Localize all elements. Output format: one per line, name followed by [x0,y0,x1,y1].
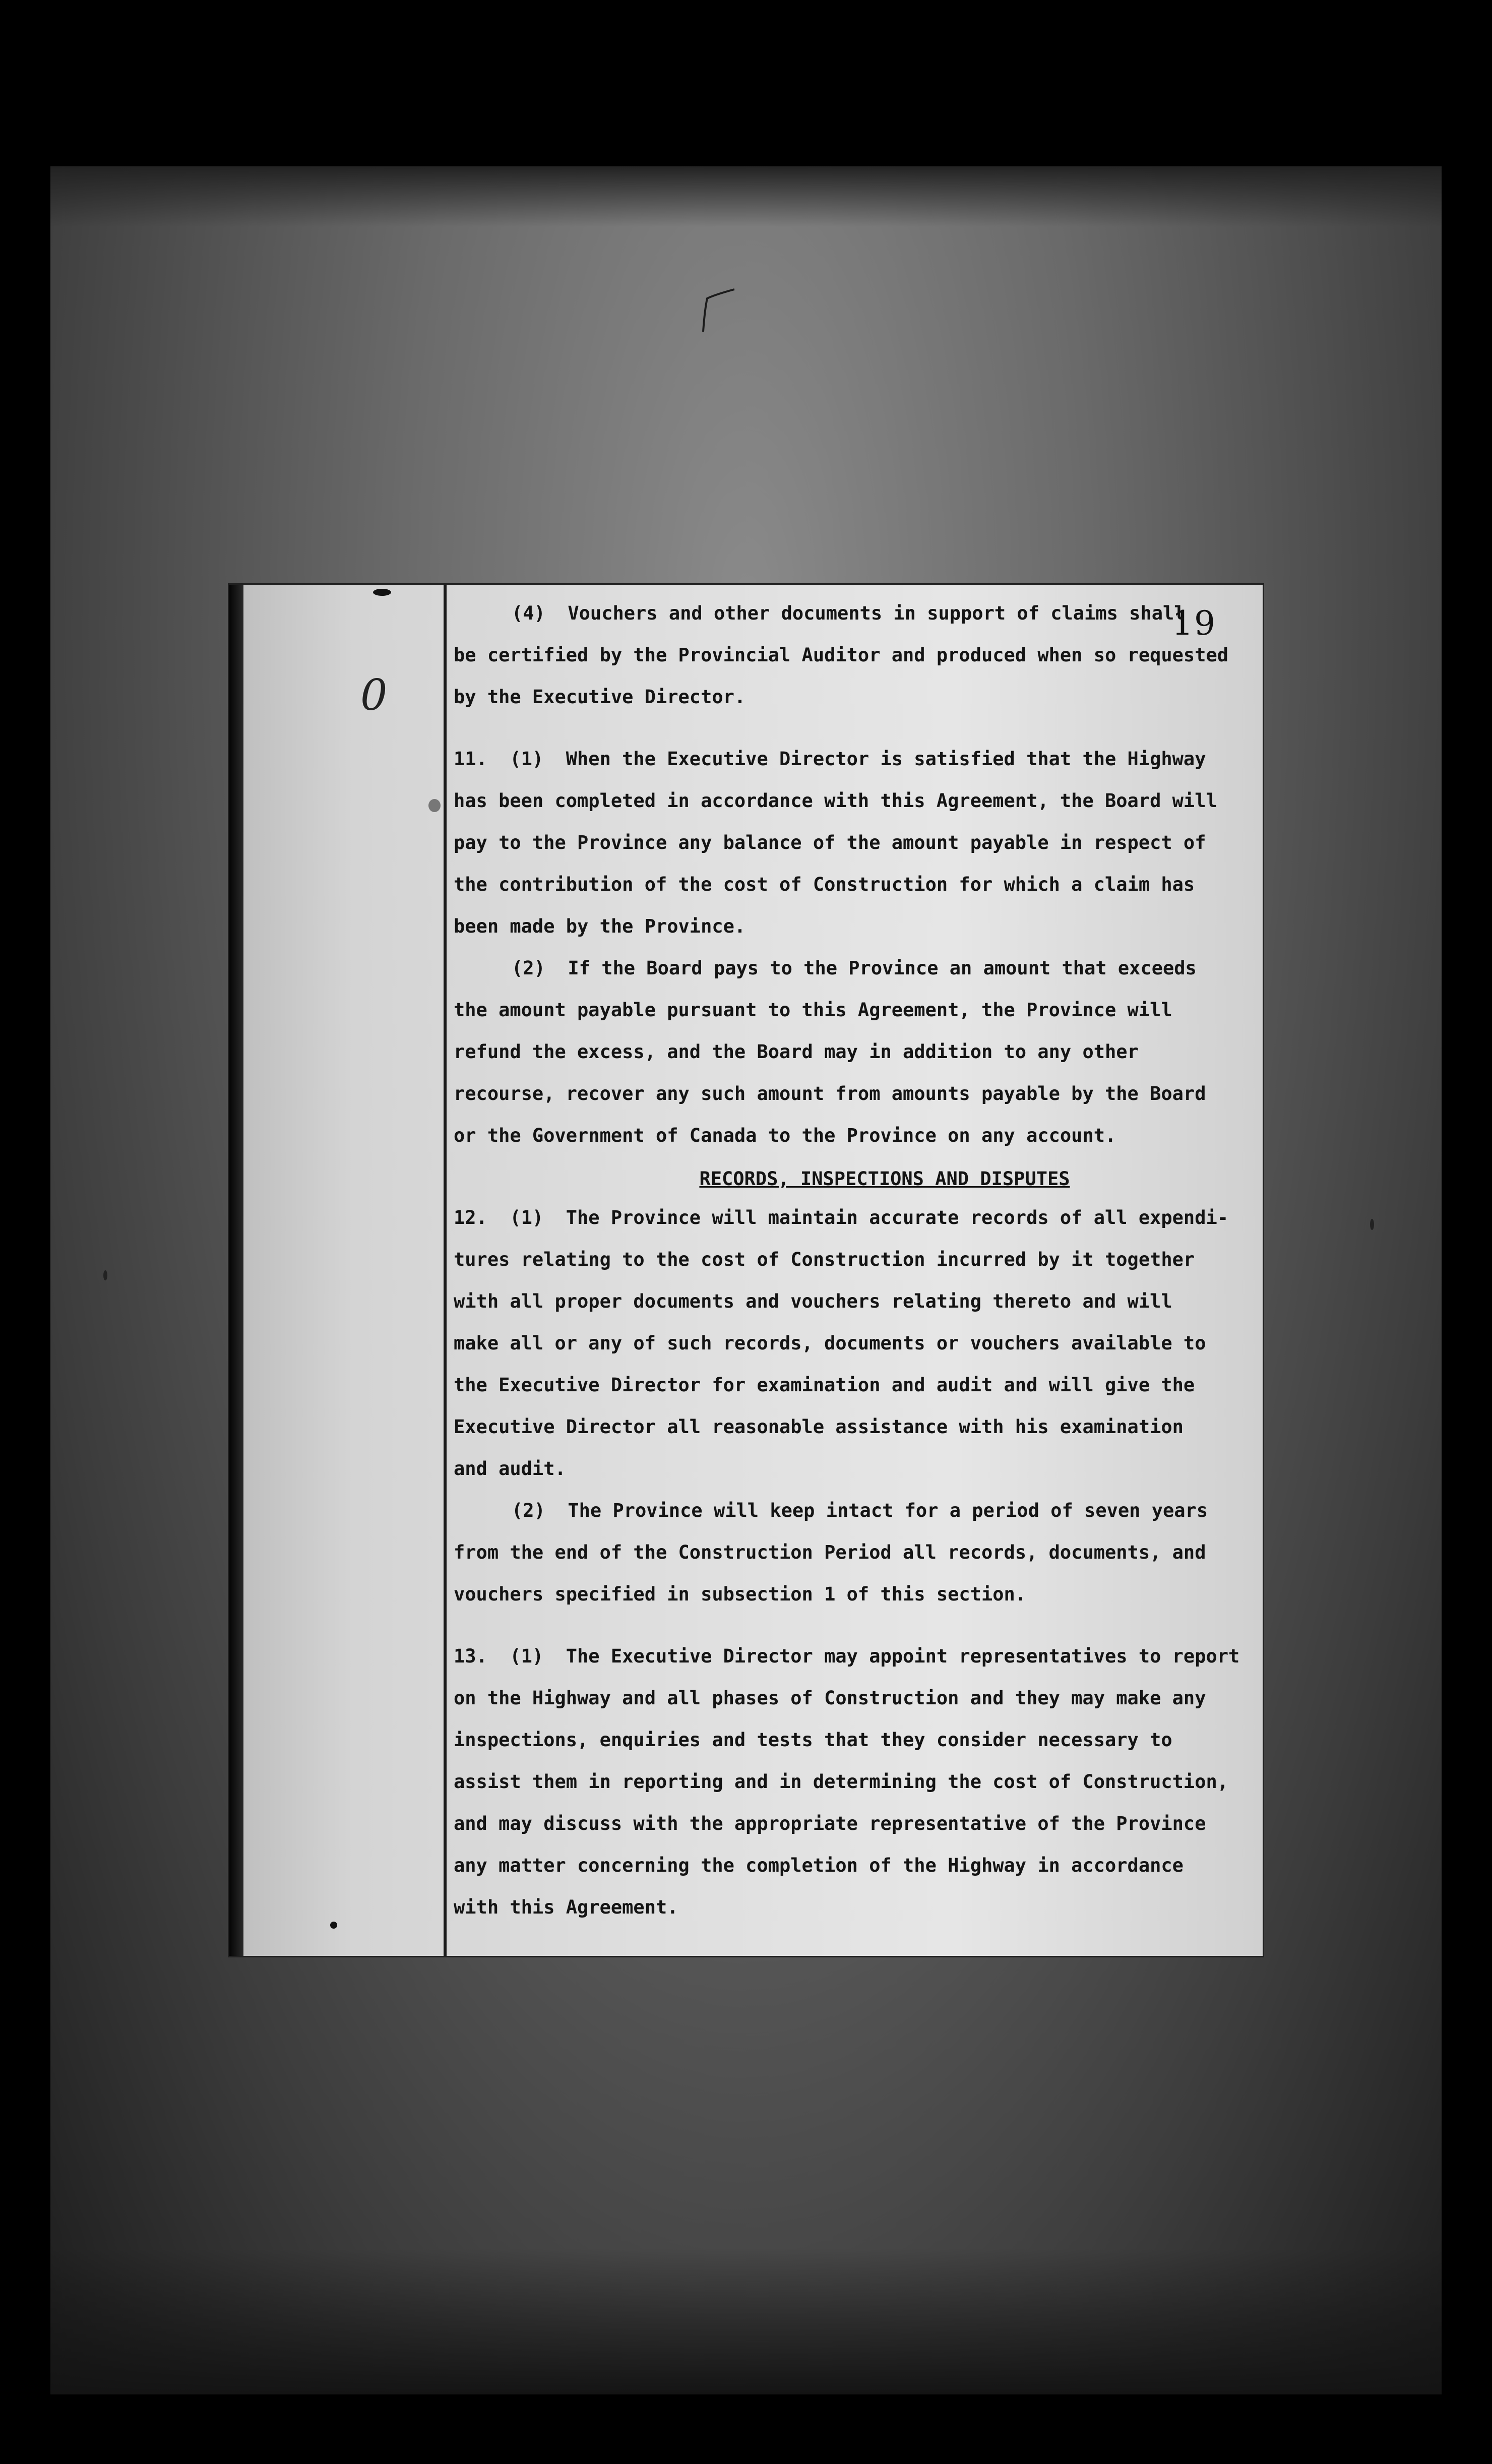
text-line: and audit. [454,1458,566,1480]
page-number: 19 [1172,604,1216,643]
paragraph-12-1 [454,1197,1255,1490]
text-line: the amount payable pursuant to this Agreement, the Province will [454,999,1172,1021]
ink-speck [373,589,391,596]
document-body [454,592,1255,1928]
text-line: be certified by the Provincial Auditor and produced when so requested [454,644,1229,666]
paragraph-4 [454,592,1255,718]
text-line: the Executive Director for examination and audit and will give the [454,1374,1195,1396]
pen-stroke-mark [698,287,738,333]
text-line: on the Highway and all phases of Construction and they may make any [454,1687,1206,1709]
text-line: refund the excess, and the Board may in addition to any other [454,1041,1139,1063]
margin-rule-line [444,585,447,1956]
text-line: tures relating to the cost of Construction incurred by it together [454,1249,1195,1270]
text-line: and may discuss with the appropriate representative of the Province [454,1813,1206,1834]
text-line: Executive Director all reasonable assistance with his examination [454,1416,1184,1438]
text-line: has been completed in accordance with this Agreement, the Board will [454,790,1217,812]
text-line: make all or any of such records, documents or vouchers available to [454,1332,1206,1354]
text-line: 11. (1) When the Executive Director is satisfied that the Highway [454,748,1206,770]
text-line: or the Government of Canada to the Province on any account. [454,1125,1116,1146]
text-line: recourse, recover any such amount from amounts payable by the Board [454,1083,1206,1104]
film-bottom-shading [50,2248,1442,2394]
text-line: assist them in reporting and in determining the cost of Construction, [454,1771,1229,1793]
ink-speck [103,1270,107,1280]
film-top-shading [50,166,1442,227]
text-line: 13. (1) The Executive Director may appoint representatives to report [454,1645,1240,1667]
text-line: with this Agreement. [454,1896,678,1918]
text-line: the contribution of the cost of Construction for which a claim has [454,874,1195,895]
text-line: been made by the Province. [454,915,746,937]
text-line: (2) The Province will keep intact for a period of seven years [512,1500,1208,1521]
text-line: 12. (1) The Province will maintain accurate records of all expendi- [454,1207,1229,1228]
page-binding-shadow [229,585,243,1956]
text-line: pay to the Province any balance of the amount payable in respect of [454,832,1206,853]
text-line: any matter concerning the completion of the Highway in accordance [454,1855,1184,1876]
margin-handwritten-mark: 0 [360,670,388,720]
text-line: (2) If the Board pays to the Province an amount that exceeds [512,957,1197,979]
section-heading: RECORDS, INSPECTIONS AND DISPUTES [699,1168,1070,1190]
text-line: (4) Vouchers and other documents in support of claims shall [512,602,1186,624]
text-line: vouchers specified in subsection 1 of this section. [454,1583,1027,1605]
paragraph-11-1 [454,738,1255,947]
ink-speck [330,1922,337,1929]
text-line: by the Executive Director. [454,686,746,708]
paragraph-11-2 [454,947,1255,1156]
ink-speck [1370,1219,1374,1230]
text-line: from the end of the Construction Period all records, documents, and [454,1542,1206,1563]
paragraph-13-1 [454,1635,1255,1928]
text-line: inspections, enquiries and tests that they consider necessary to [454,1729,1172,1751]
ink-speck [428,799,441,812]
text-line: with all proper documents and vouchers relating thereto and will [454,1290,1172,1312]
paragraph-12-2 [454,1490,1255,1615]
